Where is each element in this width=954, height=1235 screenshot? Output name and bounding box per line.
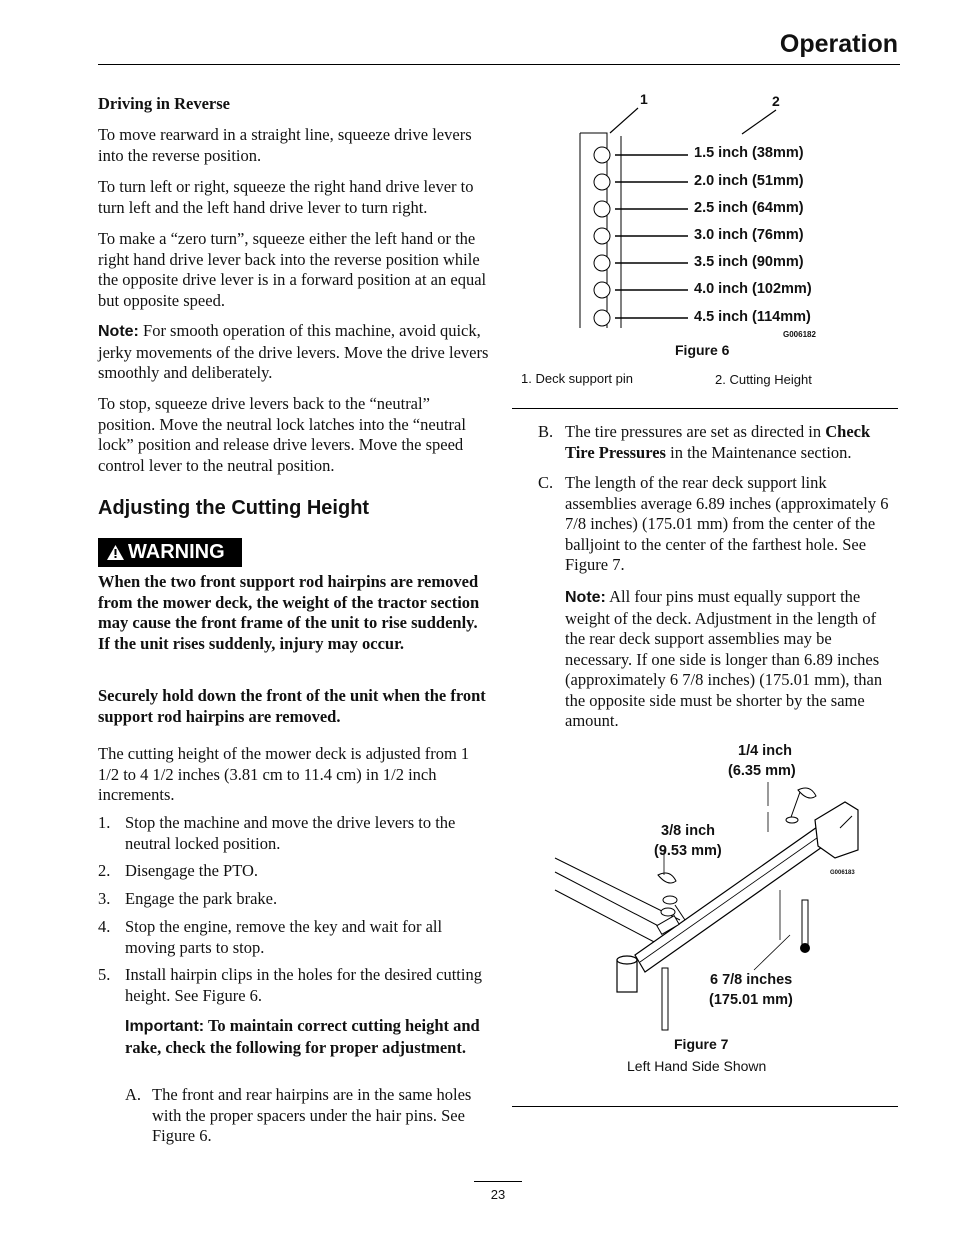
header-rule xyxy=(98,64,900,65)
important-label: Important: xyxy=(125,1018,205,1035)
dimension-label: 3/8 inch xyxy=(661,823,715,839)
page-title: Operation xyxy=(779,30,898,58)
warning-label: WARNING xyxy=(128,541,225,563)
dimension-label: 1/4 inch xyxy=(738,743,792,759)
dimension-label: 6 7/8 inches xyxy=(710,972,793,988)
intro-paragraph: The cutting height of the mower deck is adjusted from 1 1/2 to 4 1/2 inches (3.81 cm to 11.4 cm) in 1/2 inch increments. xyxy=(98,744,470,804)
warning-triangle-icon xyxy=(107,545,124,560)
footer-rule xyxy=(474,1181,522,1182)
dimension-label: (175.01 mm) xyxy=(709,992,793,1008)
figure-subcaption: Left Hand Side Shown xyxy=(627,1058,767,1074)
warning-paragraph-2: Securely hold down the front of the unit when the front support rod hairpins are removed. xyxy=(98,686,486,726)
dimension-label: (9.53 mm) xyxy=(654,843,722,859)
figure-caption: Figure 7 xyxy=(674,1036,729,1052)
legend-item: 2. Cutting Height xyxy=(715,372,812,387)
note-smooth-operation xyxy=(98,321,490,384)
figure-6 xyxy=(510,88,900,408)
figure-code: G006183 xyxy=(830,870,855,876)
height-label: 2.0 inch (51mm) xyxy=(694,173,804,189)
note-text: For smooth operation of this machine, avoid quick, jerky movements of the drive levers. Move the drive levers smoothly and deliberately. xyxy=(98,321,489,382)
height-label: 4.0 inch (102mm) xyxy=(694,281,812,297)
figure-7 xyxy=(540,740,900,1080)
figure-code: G006182 xyxy=(783,330,816,339)
note-text: All four pins must equally support the weight of the deck. Adjustment in the length of the rear deck support assemblies may be necessary. If one side is longer than 6.89 inches (approximately 6 7/8 inches) (175.01 mm), than the opposite side must be shorter by the same amount. xyxy=(565,587,883,730)
stop-paragraph: To stop, squeeze drive levers back to the “neutral” position. Move the neutral lock latches into the “neutral lock” position and release drive levers. Move the speed control lever to the neutral position. xyxy=(98,394,466,475)
height-label: 3.5 inch (90mm) xyxy=(694,254,804,270)
reverse-heading: Driving in Reverse xyxy=(98,94,230,113)
dimension-label: (6.35 mm) xyxy=(728,763,796,779)
note-label: Note: xyxy=(98,323,139,340)
height-label: 4.5 inch (114mm) xyxy=(694,309,811,325)
section-heading: Adjusting the Cutting Height xyxy=(98,497,370,519)
legend-item: 1. Deck support pin xyxy=(521,371,634,386)
reverse-paragraph-1: To move rearward in a straight line, squeeze drive levers into the reverse position. xyxy=(98,125,472,165)
height-label: 3.0 inch (76mm) xyxy=(694,227,804,243)
reverse-paragraph-3: To make a “zero turn”, squeeze either the left hand or the right hand drive lever back into the reverse position while the opposite drive lever is in a forward position at an equal but opposite speed. xyxy=(98,229,487,310)
callout-number: 1 xyxy=(640,91,648,107)
note-deck-pins xyxy=(565,587,900,732)
figure-rule xyxy=(512,1106,898,1107)
warning-paragraph-1: When the two front support rod hairpins are removed from the mower deck, the weight of the tractor section may cause the front frame of the unit to rise suddenly. If the unit rises suddenly, injury may occur. xyxy=(98,572,480,653)
note-label: Note: xyxy=(565,589,606,606)
figure-caption: Figure 6 xyxy=(675,342,730,358)
important-text: To maintain correct cutting height and rake, check the following for proper adjustment. xyxy=(125,1016,480,1057)
figure-rule xyxy=(512,408,898,409)
page-number: 23 xyxy=(490,1187,506,1202)
important-note xyxy=(125,1016,487,1058)
reverse-paragraph-2: To turn left or right, squeeze the right hand drive lever to turn left and the left hand drive lever to turn right. xyxy=(98,177,474,217)
height-label: 1.5 inch (38mm) xyxy=(694,145,804,161)
warning-badge xyxy=(98,538,242,567)
callout-number: 2 xyxy=(772,93,780,109)
height-label: 2.5 inch (64mm) xyxy=(694,200,804,216)
